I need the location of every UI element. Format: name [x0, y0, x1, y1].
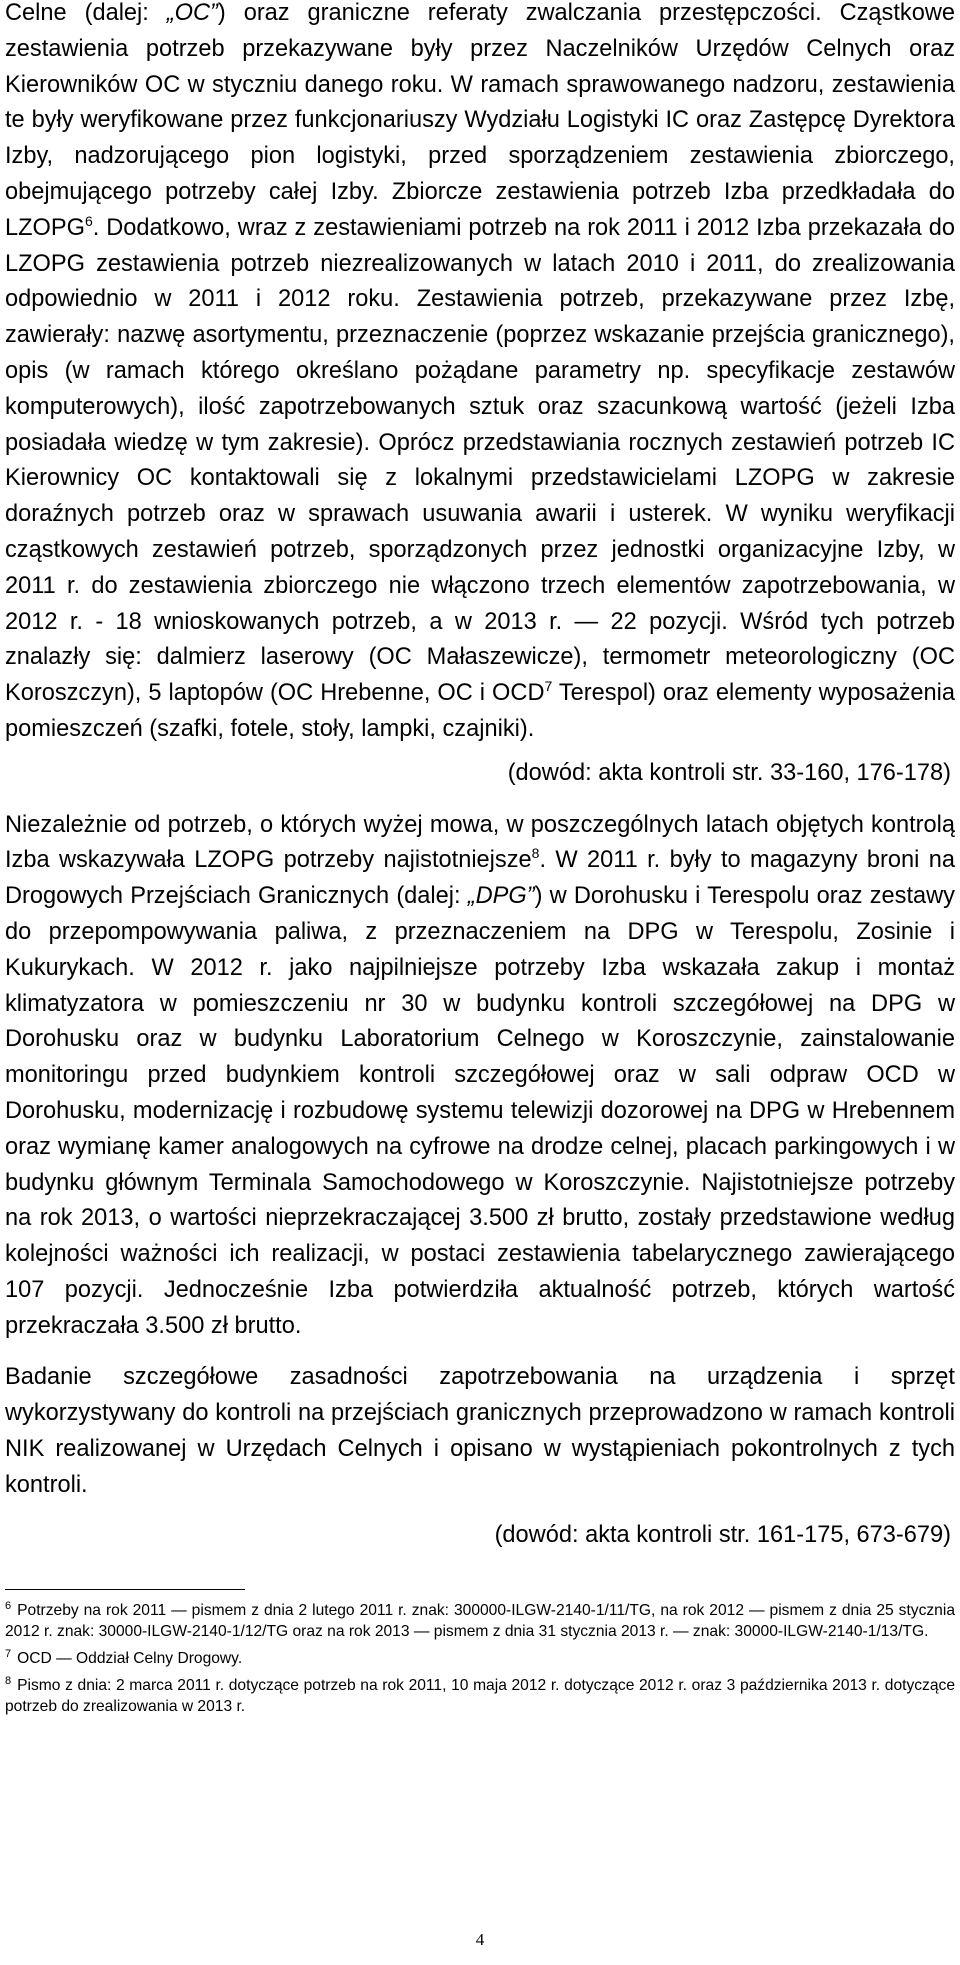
footnote-6 [5, 1600, 955, 1642]
footnote-number: 7 [5, 1648, 12, 1661]
footnote-divider [5, 1589, 245, 1590]
footnote-ref-7[interactable]: 7 [544, 678, 553, 695]
text-run: . Dodatkowo, wraz z zestawieniami potrzeb na rok 2011 i 2012 Izba przekazała do LZOPG zestawienia potrzeb niezrealizowanych w latach 2010 i 2011, do zrealizowania odpowiednio w 2011 i 2012 roku. Zestawienia potrzeb, przekazywane przez Izbę, zawierały: nazwę asortymentu, przeznaczenie (poprzez wskazanie przejścia granicznego), opis (w ramach którego określano pożądane parametry np. specyfikacje zestawów komputerowych), ilość zapotrzebowanych sztuk oraz szacunkową wartość (jeżeli Izba posiadała wiedzę w tym zakresie). Oprócz przedstawiania rocznych zestawień potrzeb IC Kierownicy OC kontaktowali się z lokalnymi przedstawicielami LZOPG w zakresie doraźnych potrzeb oraz w sprawach usuwania awarii i usterek. W wyniku weryfikacji cząstkowych zestawień potrzeb, sporządzonych przez jednostki organizacyjne Izby, w 2011 r. do zestawienia zbiorczego nie włączono trzech elementów zapotrzebowania, w 2012 r. - 18 wnioskowanych potrzeb, a w 2013 r. ― 22 pozycji. Wśród tych potrzeb znalazły się: dalmierz laserowy (OC Małaszewicze), termometr meteorologiczny (OC Koroszczyn), 5 laptopów (OC Hrebenne, OC i OCD [5, 214, 955, 707]
footnote-7 [5, 1648, 955, 1669]
text-run: Niezależnie od potrzeb, o których wyżej mowa, w poszczególnych latach objętych kontrolą Izba wskazywała LZOPG potrzeby najistotniejsze [5, 811, 955, 874]
text-run: Celne (dalej: [5, 0, 167, 26]
footnote-text: Pismo z dnia: 2 marca 2011 r. dotyczące potrzeb na rok 2011, 10 maja 2012 r. dotyczące 2012 r. oraz 3 października 2013 r. dotyczące potrzeb do zrealizowania w 2013 r. [5, 1677, 955, 1716]
footnote-8 [5, 1675, 955, 1717]
emphasis-oc: „OC” [166, 0, 218, 26]
footnote-number: 8 [5, 1675, 12, 1688]
paragraph-key-needs [5, 808, 955, 1345]
paragraph-needs-process [5, 0, 955, 748]
footnote-text: Potrzeby na rok 2011 ― pismem z dnia 2 lutego 2011 r. znak: 300000-ILGW-2140-1/11/TG, na rok 2012 ― pismem z dnia 25 stycznia 2012 r. znak: 30000-ILGW-2140-1/12/TG oraz na rok 2013 ― pismem z dnia 31 stycznia 2013 r. ― znak: 30000-ILGW-2140-1/13/TG. [5, 1602, 955, 1641]
footnote-text: OCD ― Oddział Celny Drogowy. [17, 1650, 243, 1668]
paragraph-detailed-review: Badanie szczegółowe zasadności zapotrzebowania na urządzenia i sprzęt wykorzystywany do kontroli na przejściach granicznych przeprowadzono w ramach kontroli NIK realizowanej w Urzędach Celnych i opisano w wystąpieniach pokontrolnych z tych kontroli. [5, 1364, 955, 1498]
document-page [5, 0, 955, 1723]
evidence-citation-1: (dowód: akta kontroli str. 33-160, 176-178) [507, 759, 951, 786]
footnote-number: 6 [5, 1600, 12, 1613]
footnote-ref-6[interactable]: 6 [84, 212, 93, 229]
page-number: 4 [475, 1930, 485, 1949]
text-run: Terespol) oraz elementy wyposażenia pomieszczeń (szafki, fotele, stoły, lampki, czajniki). [5, 680, 955, 742]
evidence-citation-2: (dowód: akta kontroli str. 161-175, 673-679) [494, 1521, 951, 1548]
text-run: ) oraz graniczne referaty zwalczania przestępczości. Cząstkowe zestawienia potrzeb przekazywane były przez Naczelników Urzędów Celnych oraz Kierowników OC w styczniu danego roku. W ramach sprawowanego nadzoru, zestawienia te były weryfikowane przez funkcjonariuszy Wydziału Logistyki IC oraz Zastępcę Dyrektora Izby, nadzorującego pion logistyki, przed sporządzeniem zestawienia zbiorczego, obejmującego potrzeby całej Izby. Zbiorcze zestawienia potrzeb Izba przedkładała do LZOPG [5, 0, 955, 241]
emphasis-dpg: „DPG” [467, 883, 535, 910]
text-run: ) w Dorohusku i Terespolu oraz zestawy do przepompowywania paliwa, z przeznaczeniem na DPG w Terespolu, Zosinie i Kukurykach. W 2012 r. jako najpilniejsze potrzeby Izba wskazała zakup i montaż klimatyzatora w pomieszczeniu nr 30 w budynku kontroli szczegółowej na DPG w Dorohusku oraz w budynku Laboratorium Celnego w Koroszczynie, zainstalowanie monitoringu przed budynkiem kontroli szczegółowej oraz w sali odpraw OCD w Dorohusku, modernizację i rozbudowę systemu telewizji dozorowej na DPG w Hrebennem oraz wymianę kamer analogowych na cyfrowe na drodze celnej, placach parkingowych i w budynku głównym Terminala Samochodowego w Koroszczynie. Najistotniejsze potrzeby na rok 2013, o wartości nieprzekraczającej 3.500 zł brutto, zostały przedstawione według kolejności ważności ich realizacji, w postaci zestawienia tabelarycznego zawierającego 107 pozycji. Jednocześnie Izba potwierdziła aktualność potrzeb, których wartość przekraczała 3.500 zł brutto. [5, 883, 955, 1339]
text-run: . W 2011 r. były to magazyny broni na Drogowych Przejściach Granicznych (dalej: [5, 847, 955, 910]
footnote-ref-8[interactable]: 8 [531, 845, 540, 862]
